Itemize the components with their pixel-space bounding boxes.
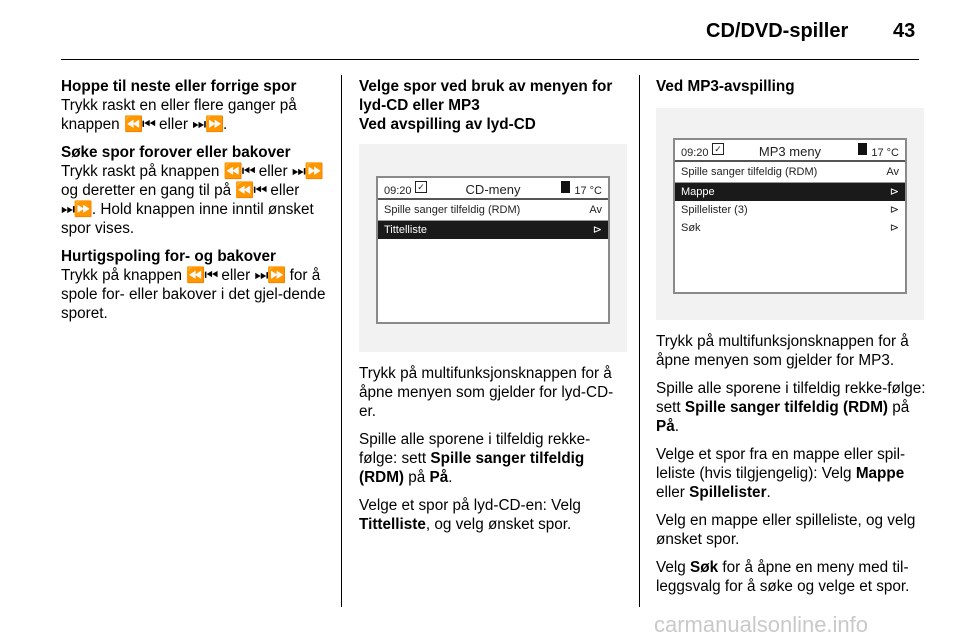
column-divider-1 <box>341 75 342 607</box>
paragraph-skip-track: Trykk raskt en eller flere ganger på knappen ⏪⏮ eller ⏭⏩. <box>61 97 297 133</box>
prev-track-icon: ⏪⏮ <box>123 116 155 133</box>
page-number: 43 <box>893 20 916 42</box>
menu-item-playlists[interactable]: Spillelister (3) ⊳ <box>675 201 905 219</box>
thermometer-icon <box>858 143 867 155</box>
header-rule <box>61 59 919 60</box>
temperature: 17 °C <box>574 185 602 197</box>
subheading-mp3: Ved MP3-avspilling <box>656 78 795 95</box>
menu-item-track-list[interactable]: Tittelliste ⊳ <box>378 221 608 239</box>
temperature: 17 °C <box>871 147 899 159</box>
random-value: Av <box>589 204 602 216</box>
display-status-bar <box>378 178 608 200</box>
arrow-right-icon: ⊳ <box>889 204 899 216</box>
arrow-right-icon: ⊳ <box>592 224 602 236</box>
paragraph-random-mp3: Spille alle sporene i tilfeldig rekke-følge: sett Spille sanger tilfeldig (RDM) på På. <box>656 380 926 435</box>
column-divider-2 <box>639 75 640 607</box>
watermark: carmanualsonline.info <box>654 612 869 637</box>
check-icon: ✓ <box>712 143 724 155</box>
section-heading-menu: Velge spor ved bruk av menyen for lyd-CD eller MP3 <box>359 78 613 114</box>
prev-track-icon: ⏪⏮ <box>235 182 267 199</box>
menu-title: CD-meny <box>465 182 521 197</box>
thermometer-icon <box>561 181 570 193</box>
random-value: Av <box>886 166 899 178</box>
section-heading-search-track: Søke spor forover eller bakover <box>61 144 291 161</box>
mp3-menu-screenshot <box>656 108 924 320</box>
paragraph-select-track-cd: Velge et spor på lyd-CD-en: Velg Tittelliste, og velg ønsket spor. <box>359 497 581 533</box>
running-title: CD/DVD-spiller <box>706 20 849 42</box>
arrow-right-icon: ⊳ <box>889 222 899 234</box>
prev-track-icon: ⏪⏮ <box>186 267 218 284</box>
menu-item-random[interactable]: Spille sanger tilfeldig (RDM) Av <box>675 162 905 183</box>
paragraph-open-menu-cd: Trykk på multifunksjonsknappen for å åpne menyen som gjelder for lyd-CD-er. <box>359 365 614 420</box>
column-1 <box>61 77 333 332</box>
prev-track-icon: ⏪⏮ <box>223 163 255 180</box>
column-3 <box>656 77 928 605</box>
menu-item-search[interactable]: Søk ⊳ <box>675 219 905 237</box>
display-screen <box>673 138 907 294</box>
next-track-icon: ⏭⏩ <box>291 163 323 180</box>
column-2 <box>359 77 627 543</box>
next-track-icon: ⏭⏩ <box>254 267 286 284</box>
check-icon: ✓ <box>415 181 427 193</box>
paragraph-select-folder: Velge et spor fra en mappe eller spil-leliste (hvis tilgjengelig): Velg Mappe eller Spillelister. <box>656 446 906 501</box>
next-track-icon: ⏭⏩ <box>192 116 224 133</box>
display-status-bar <box>675 140 905 162</box>
menu-title: MP3 meny <box>758 144 822 159</box>
paragraph-fast-wind: Trykk på knappen ⏪⏮ eller ⏭⏩ for å spole for- eller bakover i det gjel-dende sporet. <box>61 267 326 322</box>
paragraph-random-cd: Spille alle sporene i tilfeldig rekke-følge: sett Spille sanger tilfeldig (RDM) på På. <box>359 431 591 486</box>
cd-menu-screenshot <box>359 144 627 352</box>
menu-item-folder[interactable]: Mappe ⊳ <box>675 183 905 201</box>
next-track-icon: ⏭⏩ <box>61 201 92 218</box>
arrow-right-icon: ⊳ <box>889 186 899 198</box>
subheading-audio-cd: Ved avspilling av lyd-CD <box>359 116 536 133</box>
paragraph-select-playlist: Velg en mappe eller spilleliste, og velg ønsket spor. <box>656 512 916 548</box>
paragraph-search: Velg Søk for å åpne en meny med til-leggsvalg for å søke og velge et spor. <box>656 559 910 595</box>
section-heading-fast-wind: Hurtigspoling for- og bakover <box>61 248 277 265</box>
display-screen <box>376 176 610 324</box>
paragraph-open-menu-mp3: Trykk på multifunksjonsknappen for å åpne menyen som gjelder for MP3. <box>656 333 909 369</box>
clock: 09:20 <box>384 185 412 197</box>
clock: 09:20 <box>681 147 709 159</box>
paragraph-search-track: Trykk raskt på knappen ⏪⏮ eller ⏭⏩ og deretter en gang til på ⏪⏮ eller ⏭⏩. Hold knappen inne inntil ønsket spor vises. <box>61 163 323 237</box>
section-heading-skip-track: Hoppe til neste eller forrige spor <box>61 78 297 95</box>
menu-item-random[interactable]: Spille sanger tilfeldig (RDM) Av <box>378 200 608 221</box>
